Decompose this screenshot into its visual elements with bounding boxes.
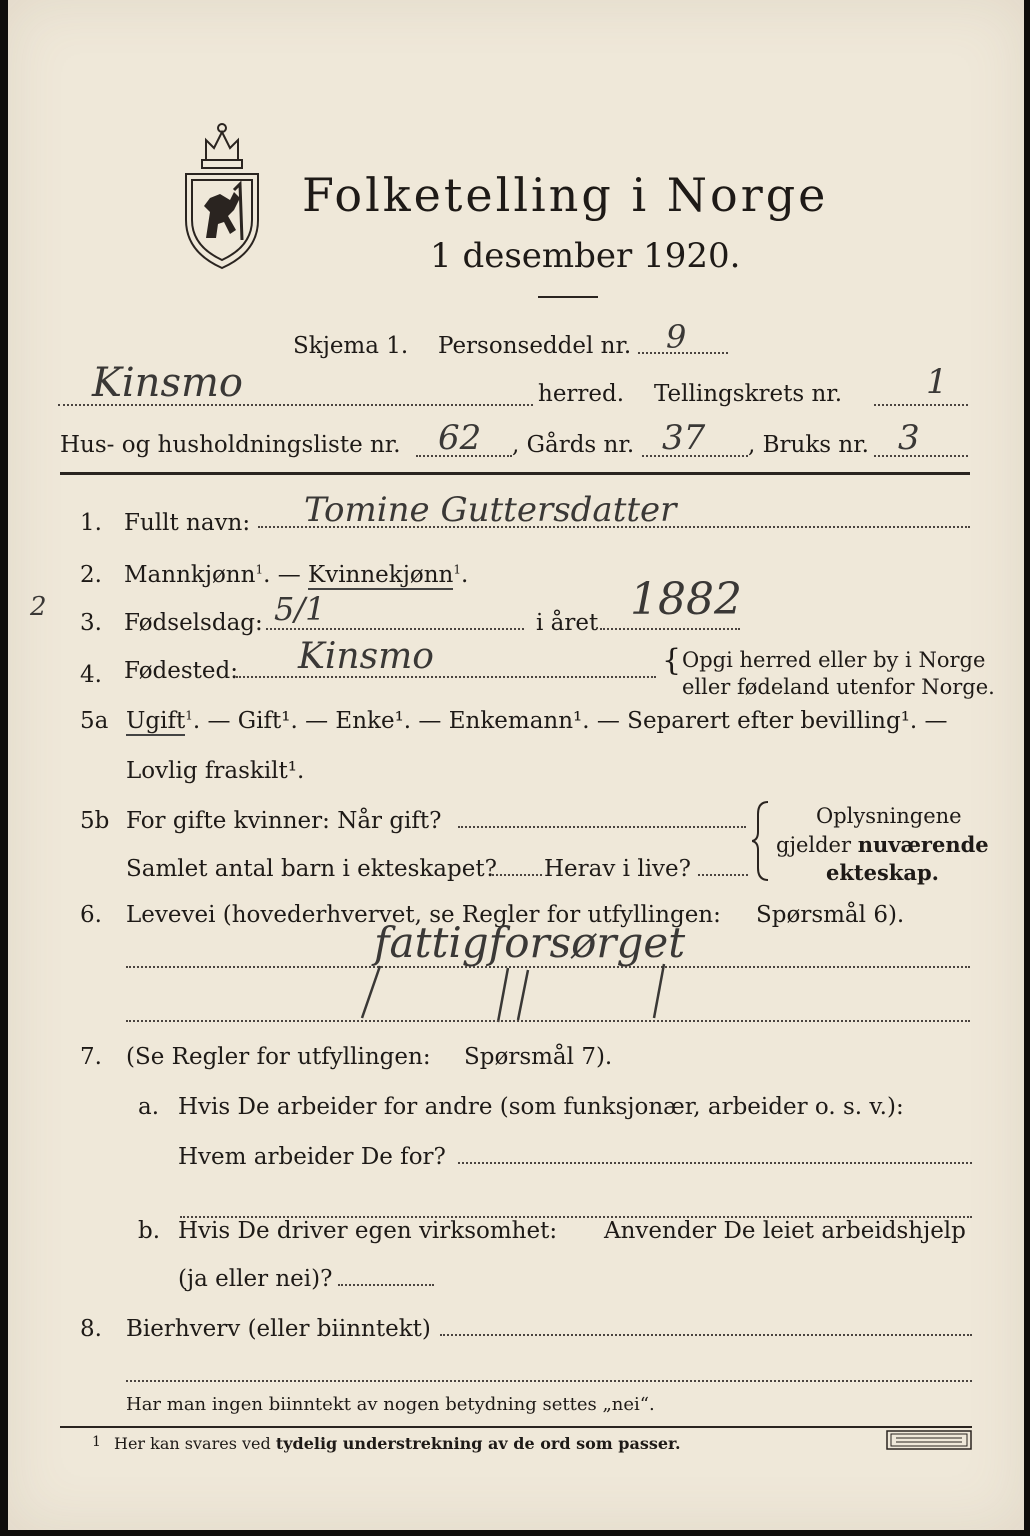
gards-value[interactable]: 37: [662, 418, 706, 458]
q5b-note-brace: [752, 800, 772, 882]
bruks-label: , Bruks nr.: [748, 432, 869, 458]
year-line: [600, 628, 740, 630]
q1-number: 1.: [80, 510, 102, 536]
birthplace-value[interactable]: Kinsmo: [298, 636, 434, 677]
employer-line-1[interactable]: [458, 1162, 972, 1164]
header-rule: [60, 472, 970, 475]
q7b-text: Hvis De driver egen virksomhet:: [178, 1218, 558, 1244]
margin-mark: 2: [30, 592, 47, 622]
q7-label-end: Spørsmål 7).: [464, 1044, 613, 1070]
hus-label: Hus- og husholdningsliste nr.: [60, 432, 401, 458]
q4-number: 4.: [80, 662, 102, 688]
q1-label: Fullt navn:: [124, 510, 251, 536]
q3-label: Fødselsdag:: [124, 610, 263, 636]
printer-stamp-emblem: [886, 1430, 972, 1450]
q7a-text: Hvis De arbeider for andre (som funksjonær, arbeider o. s. v.):: [178, 1094, 904, 1120]
title-divider: [538, 296, 598, 298]
side-income-line-2[interactable]: [126, 1380, 972, 1382]
herred-value[interactable]: Kinsmo: [92, 360, 243, 406]
q5b-number: 5b: [80, 808, 110, 834]
schema-label: Skjema 1.: [293, 333, 409, 359]
q7b-question: (ja eller nei)?: [178, 1266, 333, 1292]
tellingskrets-label: Tellingskrets nr.: [654, 381, 843, 407]
q7b-text-2: Anvender De leiet arbeidshjelp: [604, 1218, 966, 1244]
q3-number: 3.: [80, 610, 102, 636]
q5b-label-alive: Herav i live?: [544, 856, 691, 882]
marital-ugift-option[interactable]: Ugift: [126, 708, 186, 734]
q5a-number: 5a: [80, 708, 109, 734]
tellingskrets-value[interactable]: 1: [926, 362, 948, 402]
q7a-question: Hvem arbeider De for?: [178, 1144, 446, 1170]
q7a-letter: a.: [138, 1094, 160, 1120]
q4-label: Fødested:: [124, 658, 239, 684]
q4-note-brace: {: [662, 643, 682, 678]
form-title: Folketelling i Norge: [302, 168, 829, 222]
sex-options: Mannkjønn$^1$. — Kvinnekjønn$^1$.: [124, 562, 469, 588]
marital-fraskilt-option[interactable]: Lovlig fraskilt¹.: [126, 758, 305, 784]
q8-label: Bierhverv (eller biinntekt): [126, 1316, 431, 1342]
hus-value[interactable]: 62: [438, 418, 482, 458]
sex-male-option[interactable]: Mannkjønn: [124, 562, 256, 588]
year-label: i året: [536, 610, 599, 636]
q5b-label-children: Samlet antal barn i ekteskapet?: [126, 856, 497, 882]
herred-label: herred.: [538, 381, 625, 407]
birthday-line: [266, 628, 524, 630]
footer-rule: [60, 1426, 972, 1428]
q5b-label-married: For gifte kvinner: Når gift?: [126, 808, 442, 834]
q6-label: Levevei (hovederhvervet, se Regler for utfyllingen:: [126, 902, 721, 928]
q7-number: 7.: [80, 1044, 102, 1070]
q5b-note-line1: Oplysningene: [816, 804, 962, 828]
q8-number: 8.: [80, 1316, 102, 1342]
birthday-value[interactable]: 5/1: [274, 590, 326, 628]
bruks-value[interactable]: 3: [898, 418, 920, 458]
sex-female-option[interactable]: Kvinnekjønn: [308, 562, 454, 588]
census-date: 1 desember 1920.: [430, 236, 741, 276]
tellingskrets-line: [874, 404, 968, 406]
occupation-line-2: [126, 1020, 970, 1022]
gards-label: , Gårds nr.: [512, 432, 635, 458]
marital-status-options: Ugift$^1$. — Gift¹. — Enke¹. — Enkemann¹. — Separert efter bevilling¹. —: [126, 708, 948, 734]
q6-number: 6.: [80, 902, 102, 928]
q7-label: (Se Regler for utfyllingen:: [126, 1044, 431, 1070]
children-line: [492, 874, 542, 876]
q6-label-end: Spørsmål 6).: [756, 902, 905, 928]
personseddel-value[interactable]: 9: [666, 318, 687, 356]
q2-number: 2.: [80, 562, 102, 588]
q4-note-line1: Opgi herred eller by i Norge: [682, 648, 986, 672]
personseddel-label: Personseddel nr.: [438, 333, 632, 359]
full-name-value[interactable]: Tomine Guttersdatter: [304, 490, 677, 530]
norway-coat-of-arms-emblem: [176, 120, 268, 272]
footer-note: Har man ingen biinntekt av nogen betydning settes „nei“.: [126, 1394, 655, 1415]
q4-note-line2: eller fødeland utenfor Norge.: [682, 675, 995, 699]
hired-help-line[interactable]: [338, 1284, 434, 1286]
footnote-text: Her kan svares ved tydelig understrekning av de ord som passer.: [114, 1434, 681, 1453]
birth-year-value[interactable]: 1882: [630, 574, 742, 625]
footnote-number: 1: [92, 1434, 101, 1450]
occupation-value[interactable]: fattigforsørget: [374, 918, 686, 967]
married-date-line: [458, 826, 746, 828]
census-form-page: [8, 0, 1024, 1530]
q5b-note-line3: ekteskap.: [826, 860, 939, 885]
q5b-note-line2: gjelder nuværende: [776, 832, 989, 857]
bruks-line: [874, 455, 968, 457]
q7b-letter: b.: [138, 1218, 161, 1244]
side-income-line-1[interactable]: [440, 1334, 972, 1336]
alive-line: [698, 874, 748, 876]
